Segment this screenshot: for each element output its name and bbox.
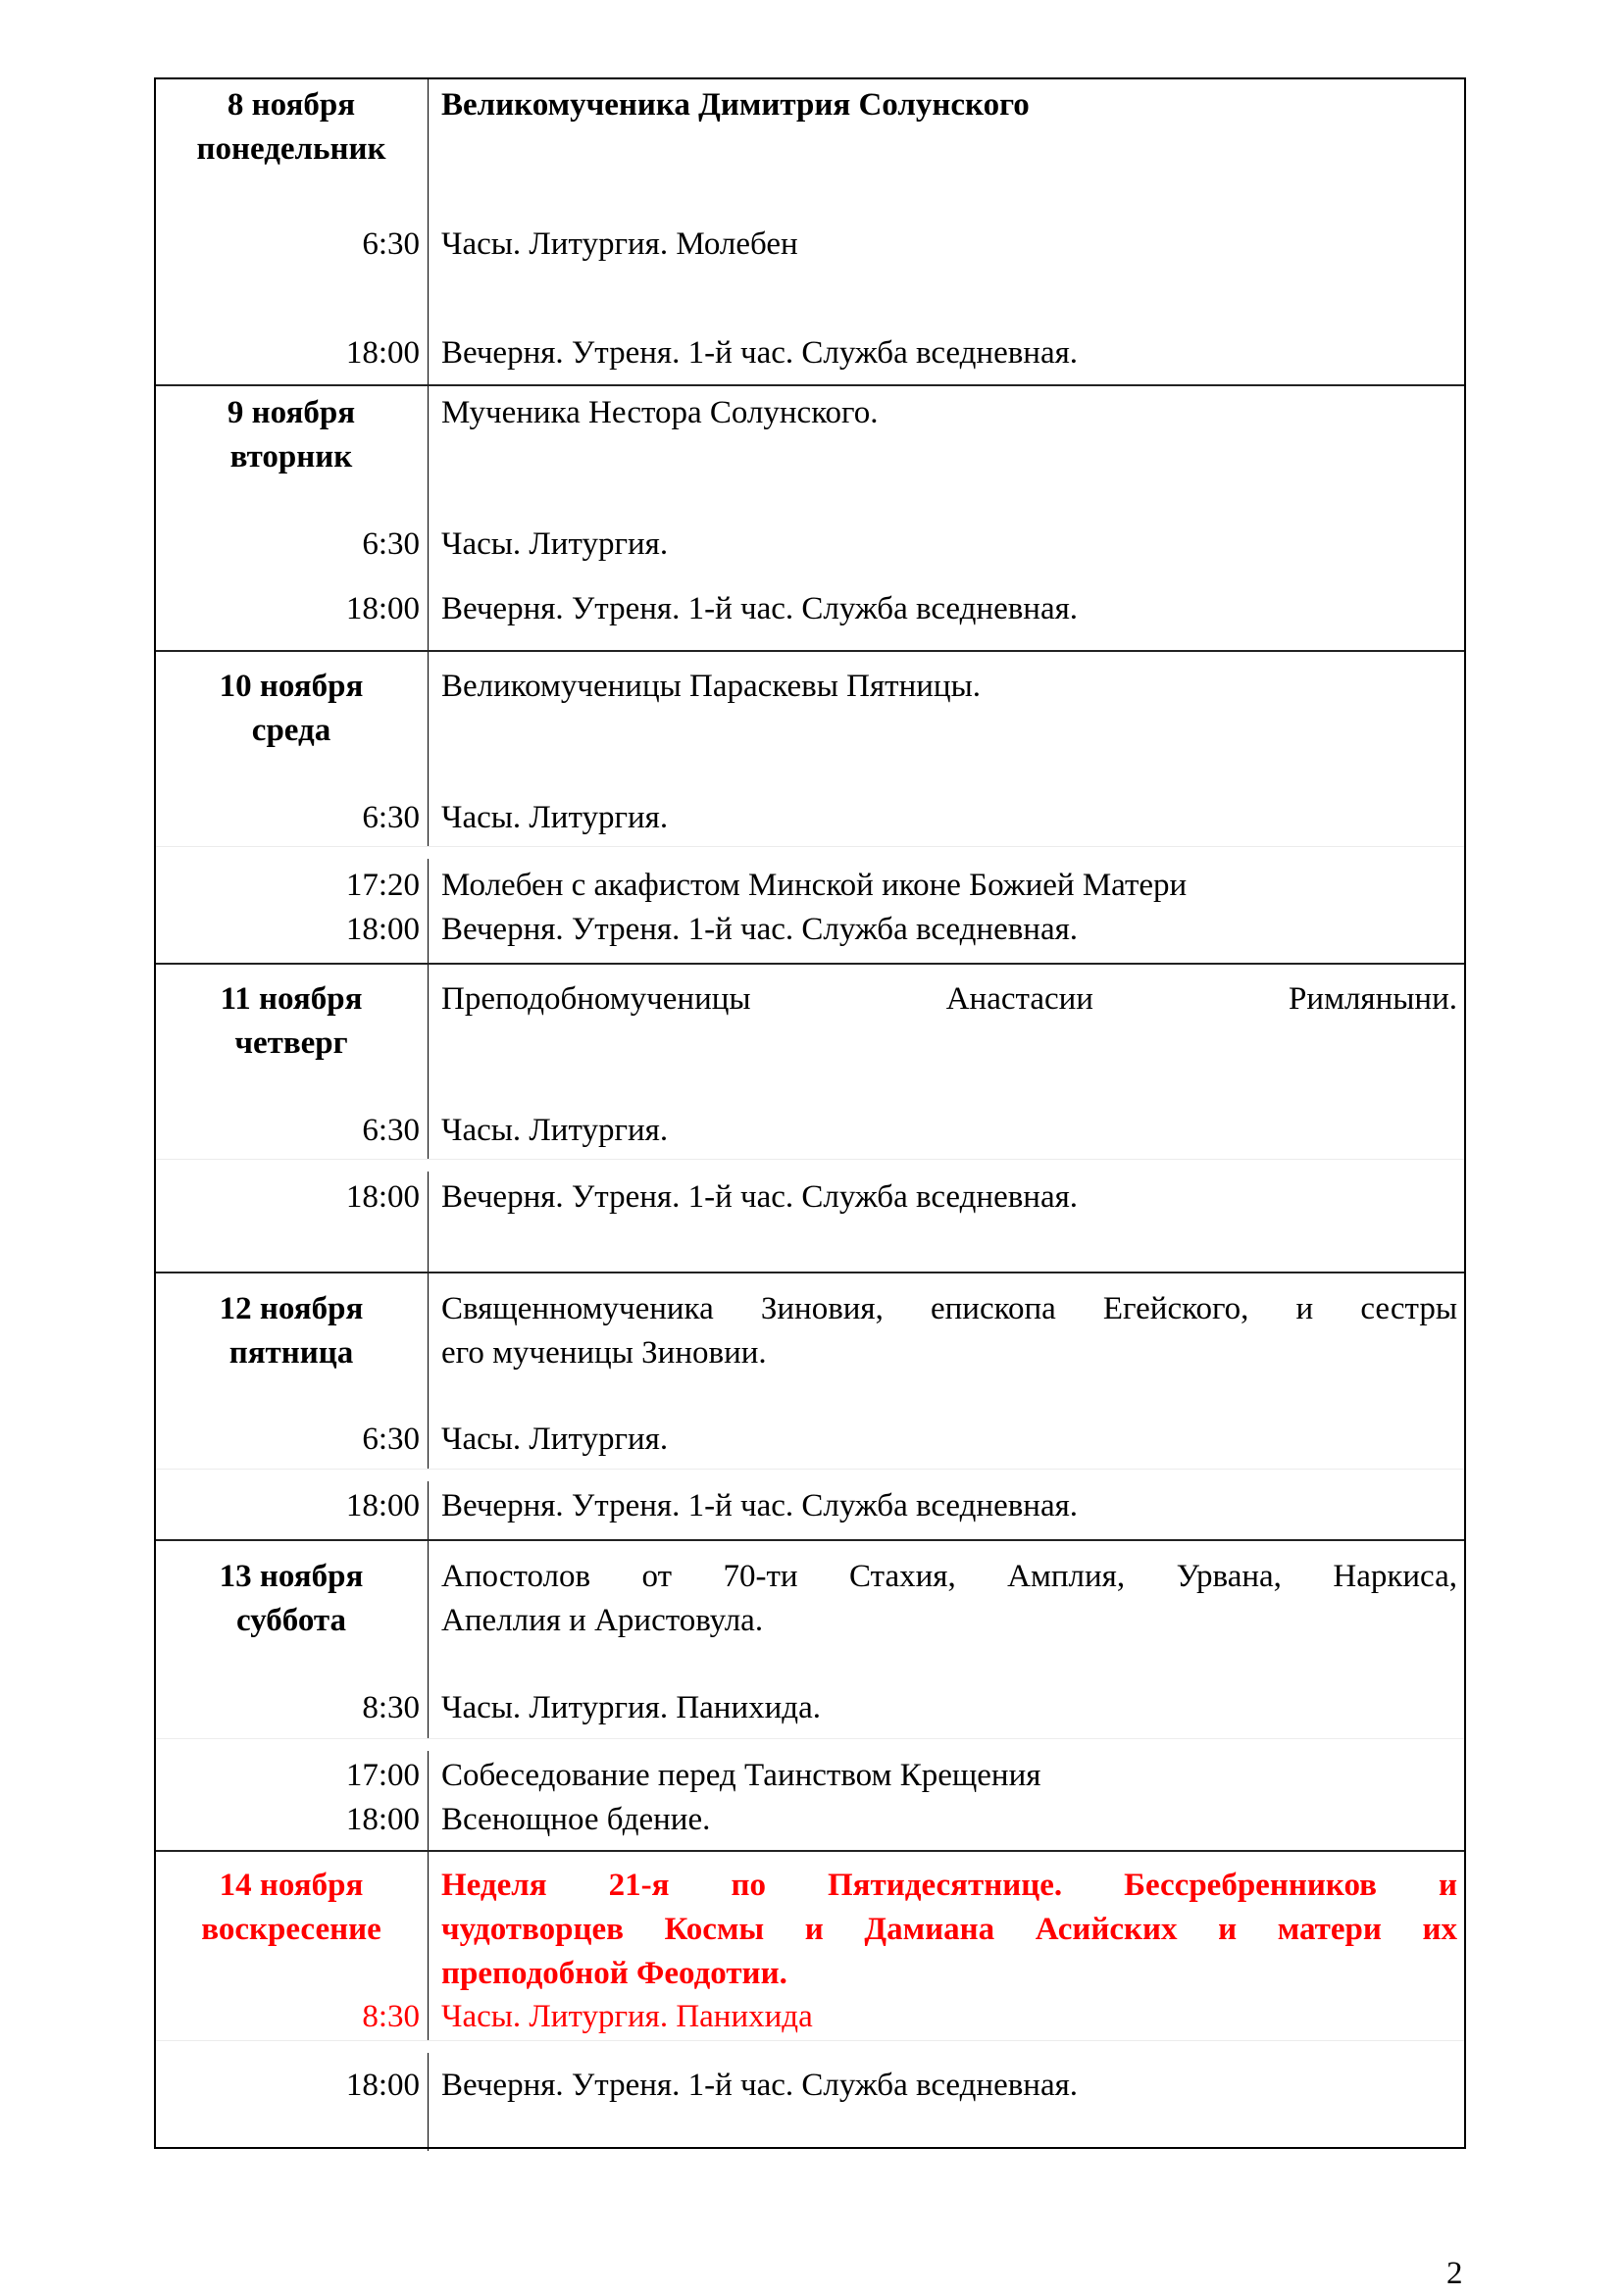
day-row xyxy=(156,384,1464,650)
service-time: 18:00 xyxy=(345,335,420,371)
service-text: Часы. Литургия. Молебен xyxy=(441,226,798,262)
day-title: чудотворцев Космы и Дамиана Асийских и матери их xyxy=(441,1912,1457,1947)
column-divider xyxy=(428,652,429,846)
column-divider xyxy=(428,1172,429,1273)
day-date: 13 ноября xyxy=(219,1559,364,1594)
row-separator xyxy=(156,1469,1464,1470)
service-time: 18:00 xyxy=(345,2068,420,2103)
day-weekday: пятница xyxy=(228,1335,354,1371)
column-divider xyxy=(428,1273,429,1469)
day-title: преподобной Феодотии. xyxy=(441,1956,787,1991)
service-time: 8:30 xyxy=(362,1690,420,1725)
day-weekday: понедельник xyxy=(196,131,386,167)
column-divider xyxy=(428,965,429,1159)
row-separator xyxy=(156,2040,1464,2041)
service-text: Часы. Литургия. Панихида xyxy=(441,1999,813,2034)
row-separator xyxy=(156,1738,1464,1739)
service-text: Вечерня. Утреня. 1-й час. Служба вседневная. xyxy=(441,591,1079,626)
day-row xyxy=(156,79,1464,386)
service-text: Вечерня. Утреня. 1-й час. Служба вседневная. xyxy=(441,335,1079,371)
row-separator xyxy=(156,846,1464,847)
column-divider xyxy=(428,79,429,386)
day-row xyxy=(156,1272,1464,1539)
service-text: Вечерня. Утреня. 1-й час. Служба вседневная. xyxy=(441,2068,1079,2103)
service-text: Часы. Литургия. xyxy=(441,1422,669,1457)
service-text: Собеседование перед Таинством Крещения xyxy=(441,1758,1041,1793)
column-divider xyxy=(428,1541,429,1738)
service-text: Молебен с акафистом Минской иконе Божией Матери xyxy=(441,868,1188,903)
column-divider xyxy=(428,1481,429,1541)
day-date: 8 ноября xyxy=(227,87,356,123)
column-divider xyxy=(428,2053,429,2151)
service-text: Вечерня. Утреня. 1-й час. Служба вседневная. xyxy=(441,912,1079,947)
day-row xyxy=(156,1539,1464,1850)
day-title: Неделя 21-я по Пятидесятнице. Бессребренников и xyxy=(441,1868,1457,1903)
day-title: его мученицы Зиновии. xyxy=(441,1335,767,1371)
service-time: 6:30 xyxy=(362,1113,420,1148)
service-text: Часы. Литургия. xyxy=(441,526,669,562)
day-weekday: вторник xyxy=(229,439,353,474)
day-title: Преподобномученицы Анастасии Римляныни. xyxy=(441,981,1457,1017)
day-title: Мученика Нестора Солунского. xyxy=(441,395,879,430)
day-row xyxy=(156,650,1464,963)
service-time: 17:00 xyxy=(345,1758,420,1793)
row-separator xyxy=(156,1159,1464,1160)
page-number: 2 xyxy=(1446,2256,1463,2291)
service-time: 18:00 xyxy=(345,1802,420,1837)
service-time: 6:30 xyxy=(362,800,420,835)
service-text: Часы. Литургия. xyxy=(441,800,669,835)
column-divider xyxy=(428,1852,429,2040)
service-time: 18:00 xyxy=(345,591,420,626)
day-title: Великомученика Димитрия Солунского xyxy=(441,87,1030,123)
day-weekday: воскресение xyxy=(201,1912,381,1947)
service-text: Вечерня. Утреня. 1-й час. Служба вседневная. xyxy=(441,1488,1079,1523)
service-time: 6:30 xyxy=(362,526,420,562)
service-time: 6:30 xyxy=(362,1422,420,1457)
column-divider xyxy=(428,859,429,965)
day-row xyxy=(156,1850,1464,2149)
day-date: 10 ноября xyxy=(219,669,364,704)
day-title: Священномученика Зиновия, епископа Егейского, и сестры xyxy=(441,1291,1457,1326)
day-date: 11 ноября xyxy=(220,981,363,1017)
service-time: 17:20 xyxy=(345,868,420,903)
day-weekday: суббота xyxy=(235,1603,347,1638)
service-time: 6:30 xyxy=(362,226,420,262)
service-text: Часы. Литургия. xyxy=(441,1113,669,1148)
service-text: Вечерня. Утреня. 1-й час. Служба вседневная. xyxy=(441,1179,1079,1215)
day-title: Апеллия и Аристовула. xyxy=(441,1603,764,1638)
service-text: Часы. Литургия. Панихида. xyxy=(441,1690,821,1725)
day-title: Апостолов от 70-ти Стахия, Амплия, Урвана, Наркиса, xyxy=(441,1559,1457,1594)
schedule-table xyxy=(154,77,1466,2149)
day-date: 12 ноября xyxy=(219,1291,364,1326)
day-weekday: четверг xyxy=(234,1025,348,1061)
day-date: 14 ноября xyxy=(219,1868,364,1903)
day-weekday: среда xyxy=(251,713,331,748)
column-divider xyxy=(428,386,429,652)
column-divider xyxy=(428,1751,429,1852)
day-date: 9 ноября xyxy=(227,395,356,430)
service-time: 18:00 xyxy=(345,1179,420,1215)
day-title: Великомученицы Параскевы Пятницы. xyxy=(441,669,982,704)
service-time: 18:00 xyxy=(345,912,420,947)
service-time: 18:00 xyxy=(345,1488,420,1523)
service-text: Всенощное бдение. xyxy=(441,1802,711,1837)
day-row xyxy=(156,963,1464,1272)
service-time: 8:30 xyxy=(362,1999,420,2034)
